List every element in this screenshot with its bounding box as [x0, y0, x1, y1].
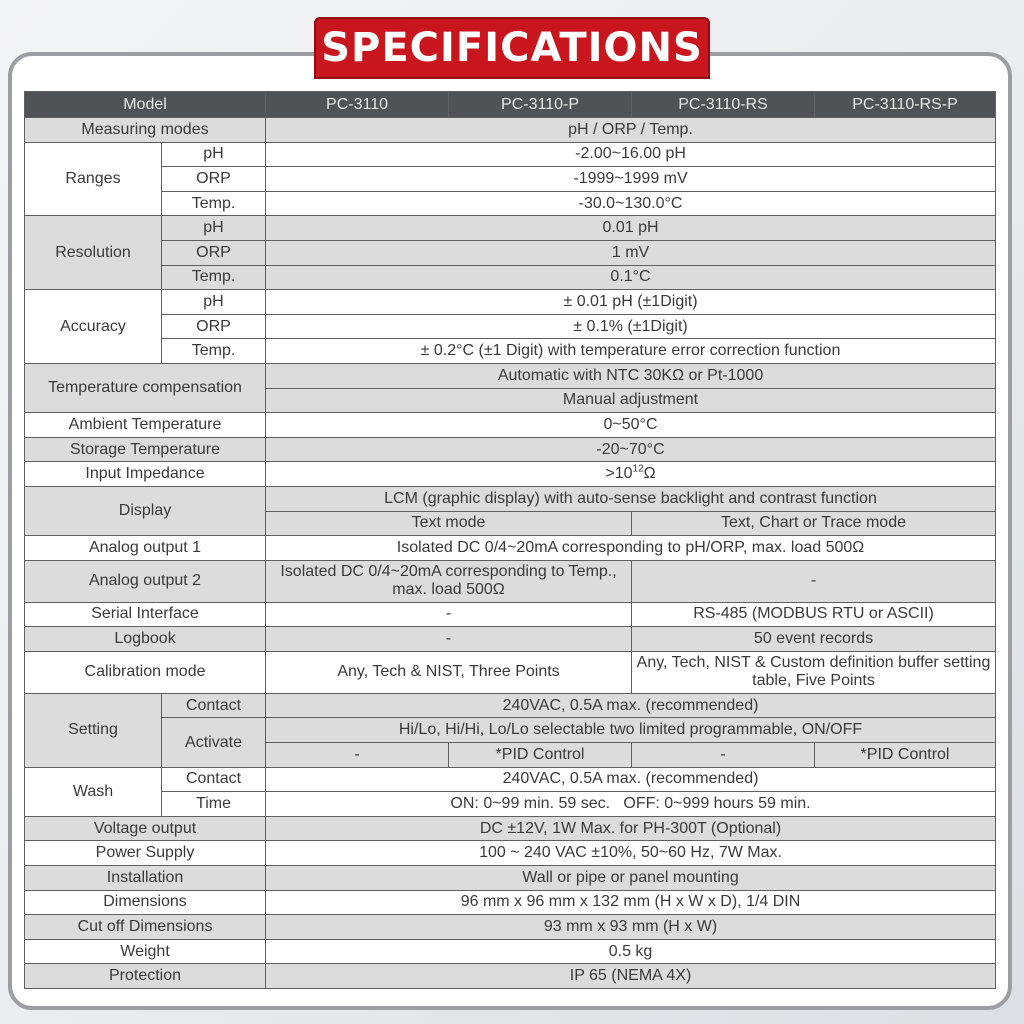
row-value: -	[266, 627, 632, 652]
sub-label: ORP	[162, 240, 266, 265]
group-label: Ranges	[25, 142, 162, 216]
table-row	[25, 890, 996, 915]
table-row	[25, 413, 996, 438]
row-label: Analog output 2	[25, 560, 266, 602]
table-row	[25, 363, 996, 388]
row-value: -30.0~130.0°C	[266, 191, 996, 216]
table-row	[25, 693, 996, 718]
row-value: -	[632, 560, 996, 602]
row-label: Calibration mode	[25, 651, 266, 693]
row-value: *PID Control	[815, 743, 996, 768]
table-row	[25, 718, 996, 743]
sub-label: ORP	[162, 167, 266, 192]
row-value: 1 mV	[266, 240, 996, 265]
table-row	[25, 167, 996, 192]
table-row	[25, 216, 996, 241]
row-value: -	[632, 743, 815, 768]
sub-label: pH	[162, 290, 266, 315]
table-row	[25, 191, 996, 216]
row-value: Text, Chart or Trace mode	[632, 511, 996, 536]
table-row	[25, 142, 996, 167]
table-row	[25, 437, 996, 462]
row-label: Voltage output	[25, 816, 266, 841]
table-row	[25, 265, 996, 290]
sub-label: pH	[162, 142, 266, 167]
sub-label: pH	[162, 216, 266, 241]
row-value: DC ±12V, 1W Max. for PH-300T (Optional)	[266, 816, 996, 841]
row-label: Weight	[25, 939, 266, 964]
sub-label: Contact	[162, 767, 266, 792]
row-value: IP 65 (NEMA 4X)	[266, 964, 996, 989]
group-label: Resolution	[25, 216, 162, 290]
table-row	[25, 118, 996, 143]
table-row	[25, 602, 996, 627]
row-label: Installation	[25, 866, 266, 891]
group-label: Wash	[25, 767, 162, 816]
row-label: Measuring modes	[25, 118, 266, 143]
header-pc-3110-rs-p: PC-3110-RS-P	[815, 92, 996, 118]
table-row	[25, 290, 996, 315]
row-value: -1999~1999 mV	[266, 167, 996, 192]
row-label: Logbook	[25, 627, 266, 652]
row-value: ± 0.01 pH (±1Digit)	[266, 290, 996, 315]
row-value: Wall or pipe or panel mounting	[266, 866, 996, 891]
specifications-banner: SPECIFICATIONS	[314, 17, 710, 79]
row-value: pH / ORP / Temp.	[266, 118, 996, 143]
row-value: 0.5 kg	[266, 939, 996, 964]
row-value: Isolated DC 0/4~20mA corresponding to Temp., max. load 500Ω	[266, 560, 632, 602]
row-value: Text mode	[266, 511, 632, 536]
row-value: 240VAC, 0.5A max. (recommended)	[266, 693, 996, 718]
sub-label: Time	[162, 792, 266, 817]
row-value: -	[266, 743, 449, 768]
table-row	[25, 841, 996, 866]
sub-label: Temp.	[162, 339, 266, 364]
table-row	[25, 964, 996, 989]
row-value: 50 event records	[632, 627, 996, 652]
impedance-prefix: >10	[605, 465, 633, 483]
row-label: Protection	[25, 964, 266, 989]
table-row	[25, 939, 996, 964]
header-model: Model	[25, 92, 266, 118]
sub-label: Activate	[162, 718, 266, 767]
table-row	[25, 792, 996, 817]
row-label: Input Impedance	[25, 462, 266, 487]
row-value: 240VAC, 0.5A max. (recommended)	[266, 767, 996, 792]
sub-label: Contact	[162, 693, 266, 718]
table-row	[25, 560, 996, 602]
row-value: LCM (graphic display) with auto-sense backlight and contrast function	[266, 486, 996, 511]
table-row	[25, 462, 996, 487]
row-value: RS-485 (MODBUS RTU or ASCII)	[632, 602, 996, 627]
row-value: ON: 0~99 min. 59 sec. OFF: 0~999 hours 59 min.	[266, 792, 996, 817]
row-value: 0~50°C	[266, 413, 996, 438]
row-value: 0.1°C	[266, 265, 996, 290]
row-value: Automatic with NTC 30KΩ or Pt-1000	[266, 363, 996, 388]
row-label: Storage Temperature	[25, 437, 266, 462]
table-row	[25, 536, 996, 561]
row-label: Temperature compensation	[25, 363, 266, 412]
row-value: Manual adjustment	[266, 388, 996, 413]
row-value: -20~70°C	[266, 437, 996, 462]
row-value: Hi/Lo, Hi/Hi, Lo/Lo selectable two limited programmable, ON/OFF	[266, 718, 996, 743]
table-row	[25, 866, 996, 891]
impedance-exponent: 12	[632, 463, 644, 475]
row-value: 96 mm x 96 mm x 132 mm (H x W x D), 1/4 DIN	[266, 890, 996, 915]
header-pc-3110-p: PC-3110-P	[449, 92, 632, 118]
row-label: Cut off Dimensions	[25, 915, 266, 940]
row-value: -	[266, 602, 632, 627]
table-row	[25, 339, 996, 364]
row-label: Dimensions	[25, 890, 266, 915]
row-value: ± 0.1% (±1Digit)	[266, 314, 996, 339]
row-label: Analog output 1	[25, 536, 266, 561]
row-value: ± 0.2°C (±1 Digit) with temperature error correction function	[266, 339, 996, 364]
row-value: Any, Tech, NIST & Custom definition buffer setting table, Five Points	[632, 651, 996, 693]
table-row	[25, 486, 996, 511]
row-value: 0.01 pH	[266, 216, 996, 241]
sub-label: Temp.	[162, 265, 266, 290]
row-label: Power Supply	[25, 841, 266, 866]
row-value: Isolated DC 0/4~20mA corresponding to pH/ORP, max. load 500Ω	[266, 536, 996, 561]
row-label: Serial Interface	[25, 602, 266, 627]
row-value: 100 ~ 240 VAC ±10%, 50~60 Hz, 7W Max.	[266, 841, 996, 866]
row-label: Display	[25, 486, 266, 535]
row-value: *PID Control	[449, 743, 632, 768]
row-label: Ambient Temperature	[25, 413, 266, 438]
table-row	[25, 314, 996, 339]
row-value: 93 mm x 93 mm (H x W)	[266, 915, 996, 940]
table-row	[25, 651, 996, 693]
table-row	[25, 627, 996, 652]
table-header-row	[25, 92, 996, 118]
table-row	[25, 240, 996, 265]
sub-label: ORP	[162, 314, 266, 339]
group-label: Accuracy	[25, 290, 162, 364]
header-pc-3110-rs: PC-3110-RS	[632, 92, 815, 118]
table-row	[25, 915, 996, 940]
row-value: -2.00~16.00 pH	[266, 142, 996, 167]
group-label: Setting	[25, 693, 162, 767]
sub-label: Temp.	[162, 191, 266, 216]
table-row	[25, 767, 996, 792]
header-pc-3110: PC-3110	[266, 92, 449, 118]
row-value: Any, Tech & NIST, Three Points	[266, 651, 632, 693]
table-row	[25, 816, 996, 841]
impedance-unit: Ω	[643, 465, 656, 483]
specifications-table	[24, 91, 996, 989]
row-value	[266, 462, 996, 487]
